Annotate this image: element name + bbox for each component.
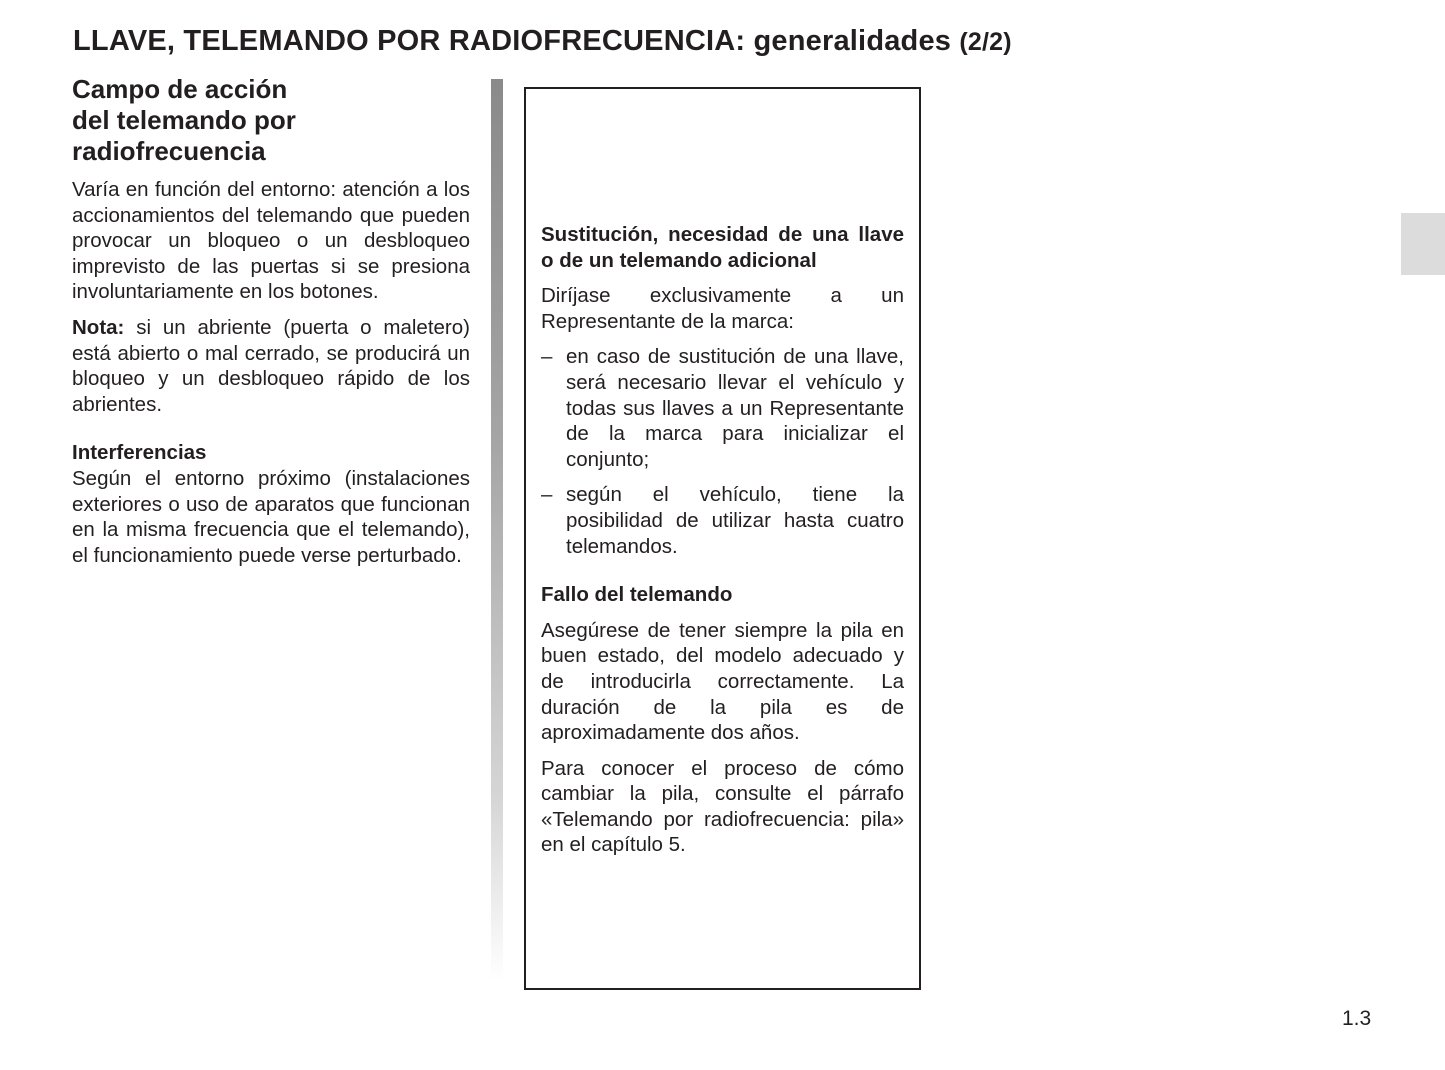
column-divider-bar <box>491 79 503 981</box>
failure-paragraph-1: Asegúrese de tener siempre la pila en buen estado, del modelo adecuado y de introducirla correctamente. La duración de la pila es de aproximadamente dos años. <box>541 618 904 745</box>
intro-paragraph: Varía en función del entorno: atención a los accionamientos del telemando que pueden provocar un bloqueo o un desbloqueo imprevisto de las puertas si se presiona involuntariamente en los botones. <box>72 178 470 304</box>
chapter-tab <box>1401 213 1445 275</box>
dash-bullet: – <box>541 345 553 369</box>
failure-heading: Fallo del telemando <box>541 583 733 607</box>
note-text: si un abriente (puerta o maletero) está abierto o mal cerrado, se producirá un bloqueo y un desbloqueo rápido de los abrientes. <box>72 315 470 416</box>
section-heading-line: del telemando por <box>72 105 296 135</box>
page-indicator: (2/2) <box>959 28 1012 56</box>
note-label: Nota: <box>72 315 125 339</box>
page-title-text: LLAVE, TELEMANDO POR RADIOFRECUENCIA: generalidades <box>73 25 952 57</box>
replacement-list <box>541 344 904 559</box>
dash-bullet: – <box>541 483 553 507</box>
page-number: 1.3 <box>1342 1007 1372 1030</box>
list-item-text: en caso de sustitución de una llave, será necesario llevar el vehículo y todas sus llaves a un Representante de la marca para inicializar el conjunto; <box>566 345 904 471</box>
section-heading-line: Campo de acción <box>72 74 288 104</box>
failure-paragraph-2: Para conocer el proceso de cómo cambiar la pila, consulte el párrafo «Telemando por radiofrecuencia: pila» en el capítulo 5. <box>541 756 904 857</box>
section-heading <box>72 74 470 167</box>
replacement-heading: Sustitución, necesidad de una llave o de un telemando adicional <box>541 223 904 272</box>
info-box-content <box>541 222 904 868</box>
info-box <box>524 87 921 990</box>
list-item <box>541 344 904 472</box>
section-heading-line: radiofrecuencia <box>72 136 266 166</box>
replacement-intro: Diríjase exclusivamente a un Representante de la marca: <box>541 284 904 333</box>
note-paragraph <box>72 315 470 417</box>
list-item-text: según el vehículo, tiene la posibilidad de utilizar hasta cuatro telemandos. <box>566 483 904 558</box>
left-column <box>72 74 470 578</box>
interference-heading: Interferencias <box>72 441 207 465</box>
interference-paragraph: Según el entorno próximo (instalaciones exteriores o uso de aparatos que funcionan en la misma frecuencia que el telemando), el funcionamiento puede verse perturbado. <box>72 466 470 567</box>
list-item <box>541 482 904 559</box>
page-title <box>73 22 1173 61</box>
